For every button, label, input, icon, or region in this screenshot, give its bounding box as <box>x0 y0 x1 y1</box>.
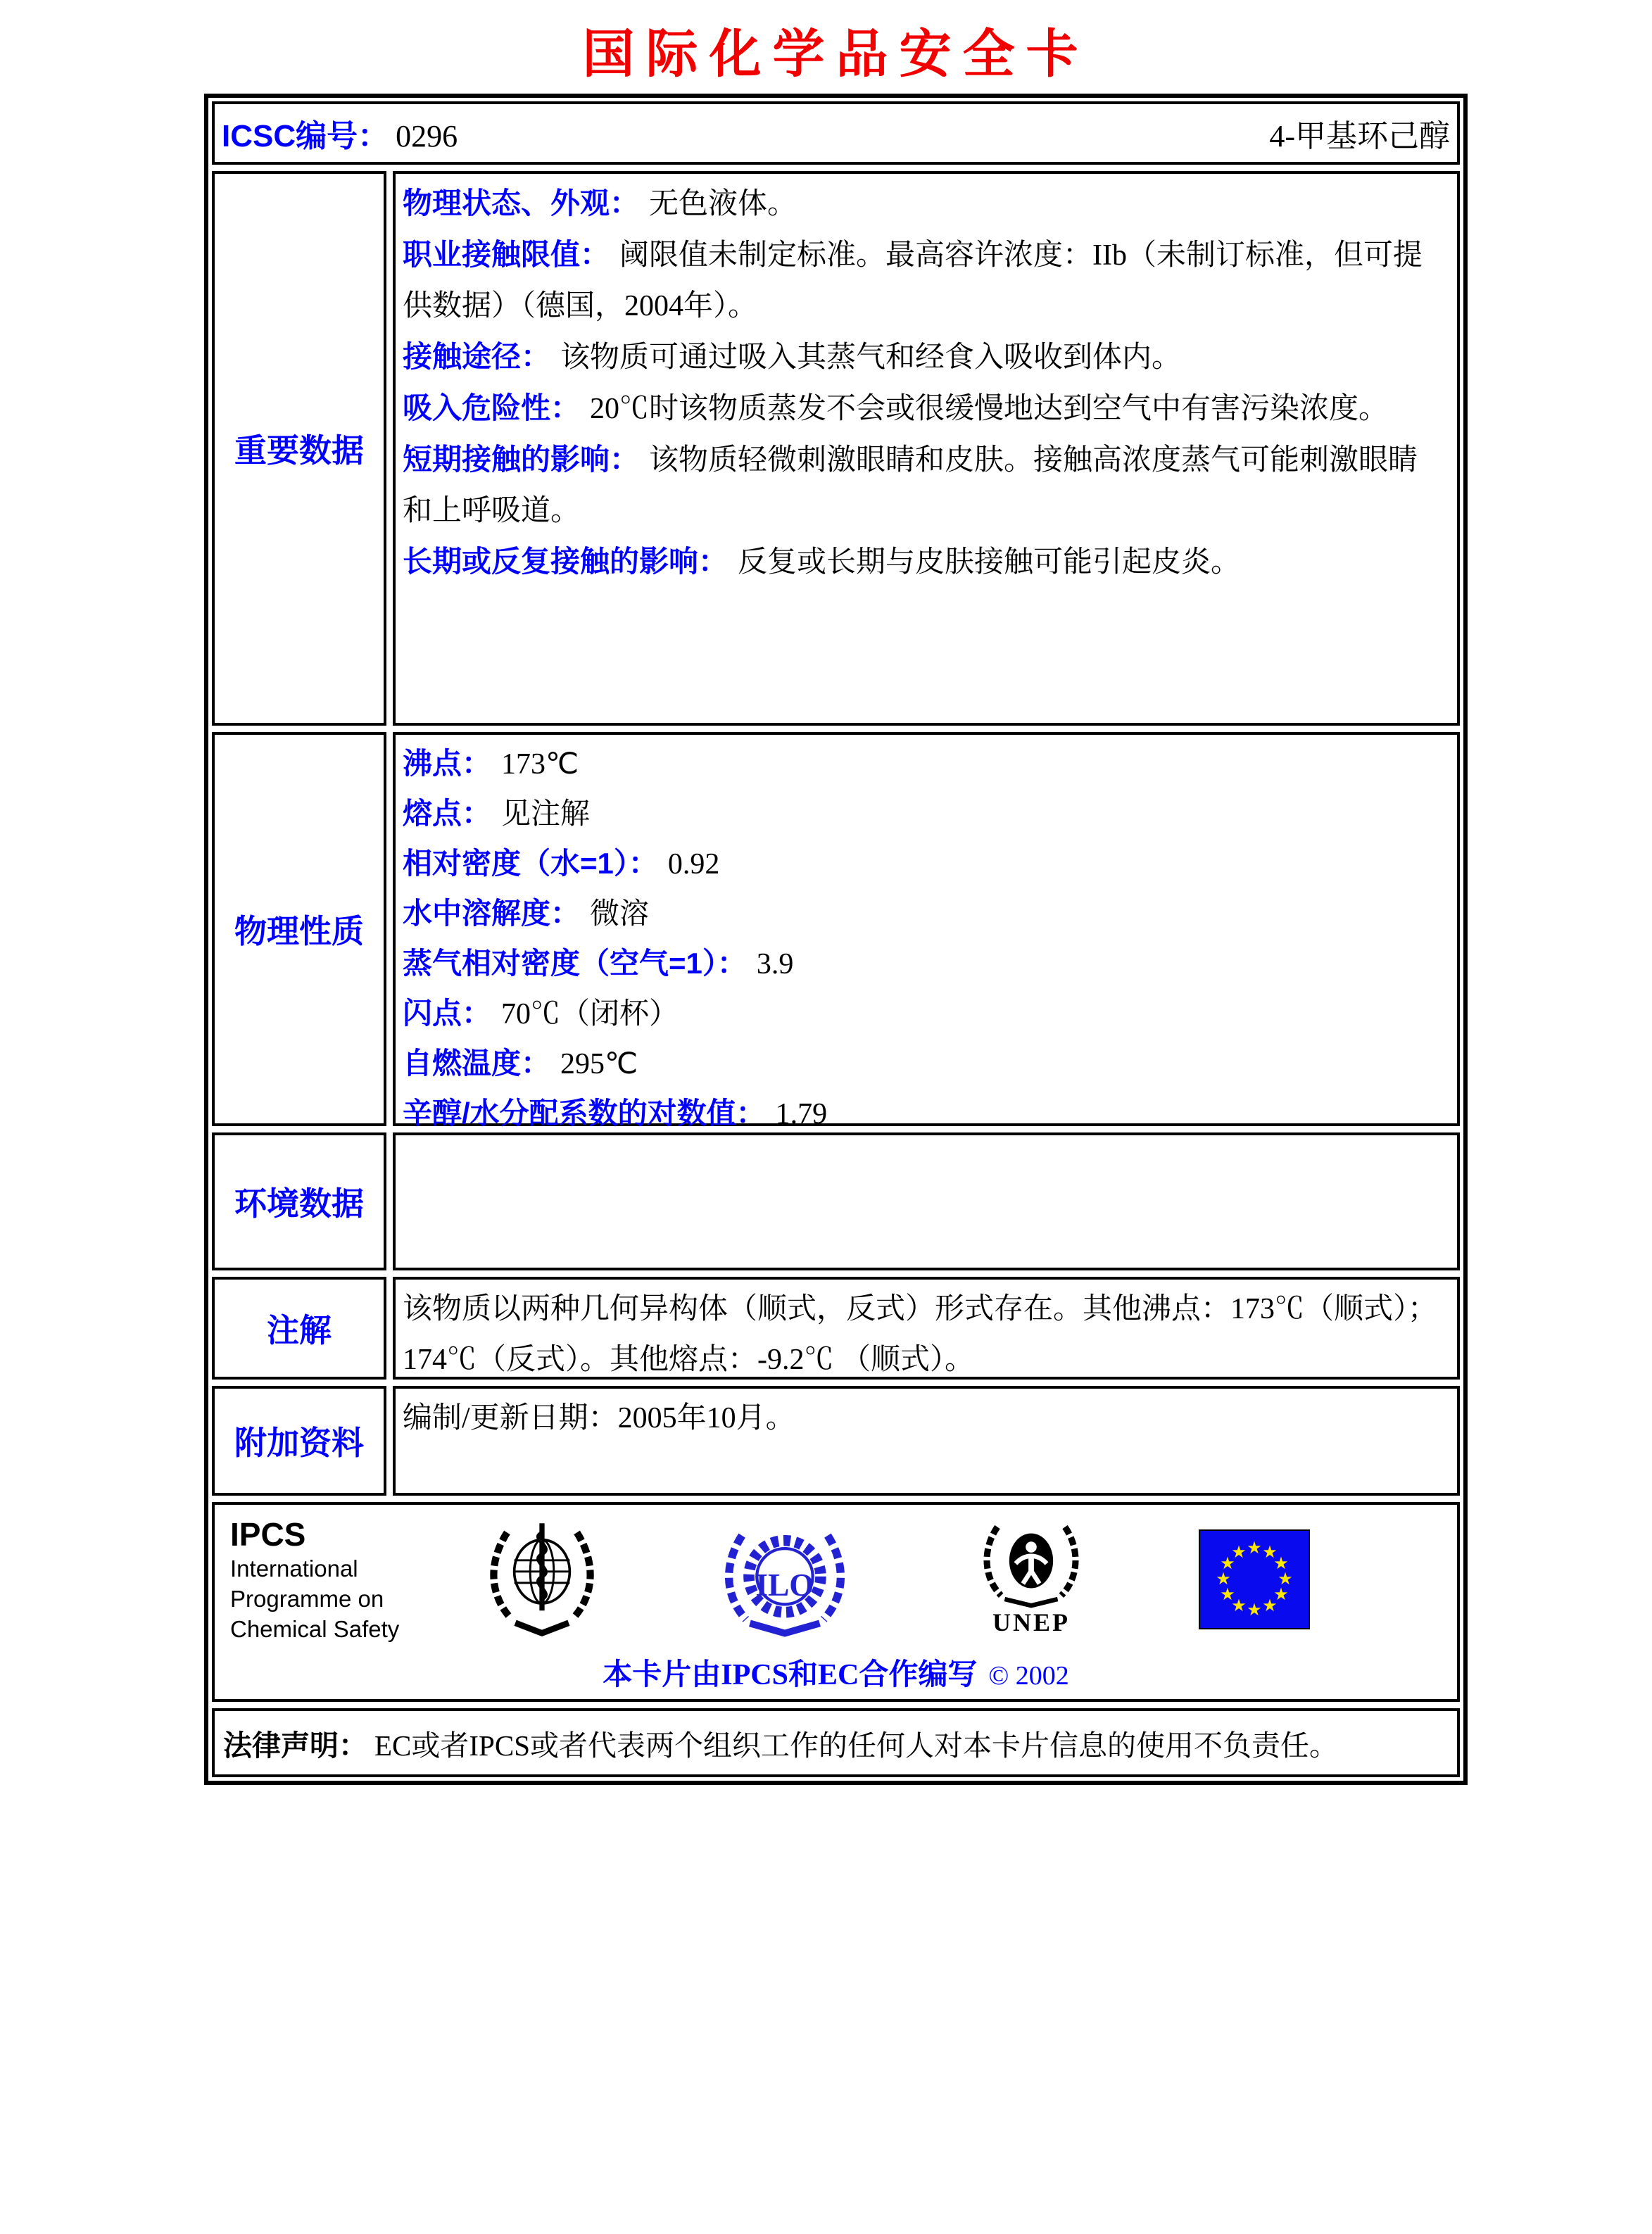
eu-flag-icon <box>1199 1529 1310 1629</box>
notes-text: 该物质以两种几何异构体（顺式，反式）形式存在。其他沸点：173℃（顺式）；174℃（反式）。其他熔点：-9.2℃ （顺式）。 <box>403 1293 1438 1376</box>
row-legal-notice <box>212 1708 1460 1777</box>
important-item <box>403 178 1446 229</box>
section-content-important-data <box>393 171 1460 726</box>
important-item-text: 无色液体。 <box>649 188 797 220</box>
property-line <box>403 1039 1446 1089</box>
svg-text:★: ★ <box>1220 1555 1235 1573</box>
legal-notice-label: 法律声明： <box>223 1729 367 1762</box>
svg-text:★: ★ <box>1247 1539 1262 1558</box>
important-item-text: 20℃时该物质蒸发不会或很缓慢地达到空气中有害污染浓度。 <box>590 393 1389 425</box>
property-value: 3.9 <box>756 948 794 980</box>
property-label: 蒸气相对密度（空气=1）： <box>403 947 747 980</box>
important-item <box>403 383 1446 434</box>
section-label-cell-important-data <box>212 171 386 726</box>
unep-block <box>968 1522 1095 1637</box>
row-physical-properties <box>212 732 1460 1130</box>
section-label-cell-additional-info <box>212 1386 386 1496</box>
ilo-letters: ILO <box>755 1567 814 1603</box>
svg-text:★: ★ <box>1220 1586 1235 1604</box>
property-value: 0.92 <box>667 848 720 881</box>
important-item-text: 该物质轻微刺激眼睛和皮肤。接触高浓度蒸气可能刺激眼睛和上呼吸道。 <box>403 444 1418 527</box>
important-item-text: 该物质可通过吸入其蒸气和经食入吸收到体内。 <box>560 341 1182 374</box>
section-label-cell-environmental-data <box>212 1132 386 1270</box>
icsc-number <box>222 111 458 156</box>
page-title: 国际化学品安全卡 <box>582 26 1090 84</box>
icsc-number-value: 0296 <box>396 119 458 153</box>
section-label-cell-notes <box>212 1277 386 1380</box>
important-item-label: 物理状态、外观： <box>403 187 640 220</box>
who-logo-icon <box>479 1518 605 1641</box>
section-label-additional-info: 附加资料 <box>234 1425 364 1461</box>
property-value: 70℃（闭杯） <box>501 998 679 1030</box>
important-item <box>403 536 1446 588</box>
icsc-card-table <box>204 94 1468 1785</box>
property-value: 微溶 <box>590 898 650 930</box>
icsc-number-label: ICSC编号： <box>222 119 389 153</box>
property-line <box>403 989 1446 1039</box>
property-label: 水中溶解度： <box>403 897 581 930</box>
important-item <box>403 229 1446 332</box>
section-content-physical-properties <box>393 732 1460 1130</box>
unep-logo-icon <box>971 1522 1091 1608</box>
header-cell <box>212 101 1460 165</box>
ipcs-subtitle-line: Chemical Safety <box>230 1615 400 1642</box>
svg-text:★: ★ <box>1273 1586 1289 1604</box>
property-label: 辛醇/水分配系数的对数值： <box>403 1097 766 1130</box>
cooperation-caption <box>215 1651 1457 1693</box>
section-content-notes <box>393 1277 1460 1380</box>
important-item <box>403 332 1446 383</box>
property-line <box>403 1089 1446 1139</box>
svg-text:★: ★ <box>1278 1570 1293 1589</box>
legal-notice-cell <box>212 1708 1460 1777</box>
important-item <box>403 434 1446 536</box>
section-label-important-data: 重要数据 <box>234 432 364 469</box>
property-label: 自燃温度： <box>403 1047 551 1080</box>
row-logos <box>212 1502 1460 1702</box>
property-label: 闪点： <box>403 997 492 1030</box>
property-label: 相对密度（水=1）： <box>403 847 658 880</box>
important-item-text: 阈限值未制定标准。最高容许浓度：IIb（未制订标准，但可提供数据）（德国，2004年）。 <box>403 239 1423 322</box>
svg-text:★: ★ <box>1262 1597 1278 1615</box>
row-notes <box>212 1277 1460 1380</box>
section-content-environmental-data <box>393 1132 1460 1270</box>
property-line <box>403 789 1446 839</box>
property-value: 1.79 <box>775 1098 828 1130</box>
property-line <box>403 889 1446 939</box>
svg-text:★: ★ <box>1247 1601 1262 1620</box>
header-row <box>212 101 1460 165</box>
important-item-label: 职业接触限值： <box>403 238 610 271</box>
property-line <box>403 939 1446 989</box>
cooperation-caption-text: 本卡片由IPCS和EC合作编写 <box>603 1659 978 1691</box>
important-item-label: 接触途径： <box>403 340 551 373</box>
important-item-label: 吸入危险性： <box>403 391 581 424</box>
additional-info-text: 编制/更新日期：2005年10月。 <box>403 1402 795 1434</box>
unep-label: UNEP <box>992 1608 1070 1636</box>
svg-text:★: ★ <box>1231 1597 1247 1615</box>
ipcs-subtitle-line: International <box>230 1555 358 1582</box>
row-important-data <box>212 171 1460 726</box>
chemical-name: 4-甲基环己醇 <box>1269 119 1450 153</box>
property-line <box>403 839 1446 889</box>
property-value: 见注解 <box>501 798 591 831</box>
important-item-text: 反复或长期与皮肤接触可能引起皮炎。 <box>738 546 1241 579</box>
section-label-environmental-data: 环境数据 <box>234 1185 364 1222</box>
important-item-label: 短期接触的影响： <box>403 443 640 476</box>
section-content-additional-info <box>393 1386 1460 1496</box>
section-label-cell-physical-properties <box>212 732 386 1126</box>
property-label: 熔点： <box>403 797 492 830</box>
row-environmental-data <box>212 1132 1460 1270</box>
logos-cell <box>212 1502 1460 1702</box>
property-value: 295℃ <box>560 1048 638 1080</box>
svg-text:★: ★ <box>1216 1570 1231 1589</box>
property-value: 173℃ <box>501 748 579 781</box>
logos-strip <box>215 1513 1457 1646</box>
svg-text:★: ★ <box>1231 1544 1247 1562</box>
ipcs-acronym: IPCS <box>230 1515 306 1553</box>
copyright-text: © 2002 <box>988 1661 1069 1691</box>
svg-text:★: ★ <box>1262 1544 1278 1562</box>
ilo-logo-icon <box>718 1520 852 1639</box>
property-label: 沸点： <box>403 747 492 780</box>
row-additional-info <box>212 1386 1460 1496</box>
ipcs-subtitle-line: Programme on <box>230 1585 384 1612</box>
ipcs-block <box>230 1515 447 1644</box>
svg-text:★: ★ <box>1273 1555 1289 1573</box>
section-label-physical-properties: 物理性质 <box>234 913 364 949</box>
property-line <box>403 739 1446 789</box>
important-item-label: 长期或反复接触的影响： <box>403 545 729 578</box>
legal-notice-text: EC或者IPCS或者代表两个组织工作的任何人对本卡片信息的使用不负责任。 <box>374 1729 1338 1762</box>
section-label-notes: 注解 <box>267 1312 332 1349</box>
